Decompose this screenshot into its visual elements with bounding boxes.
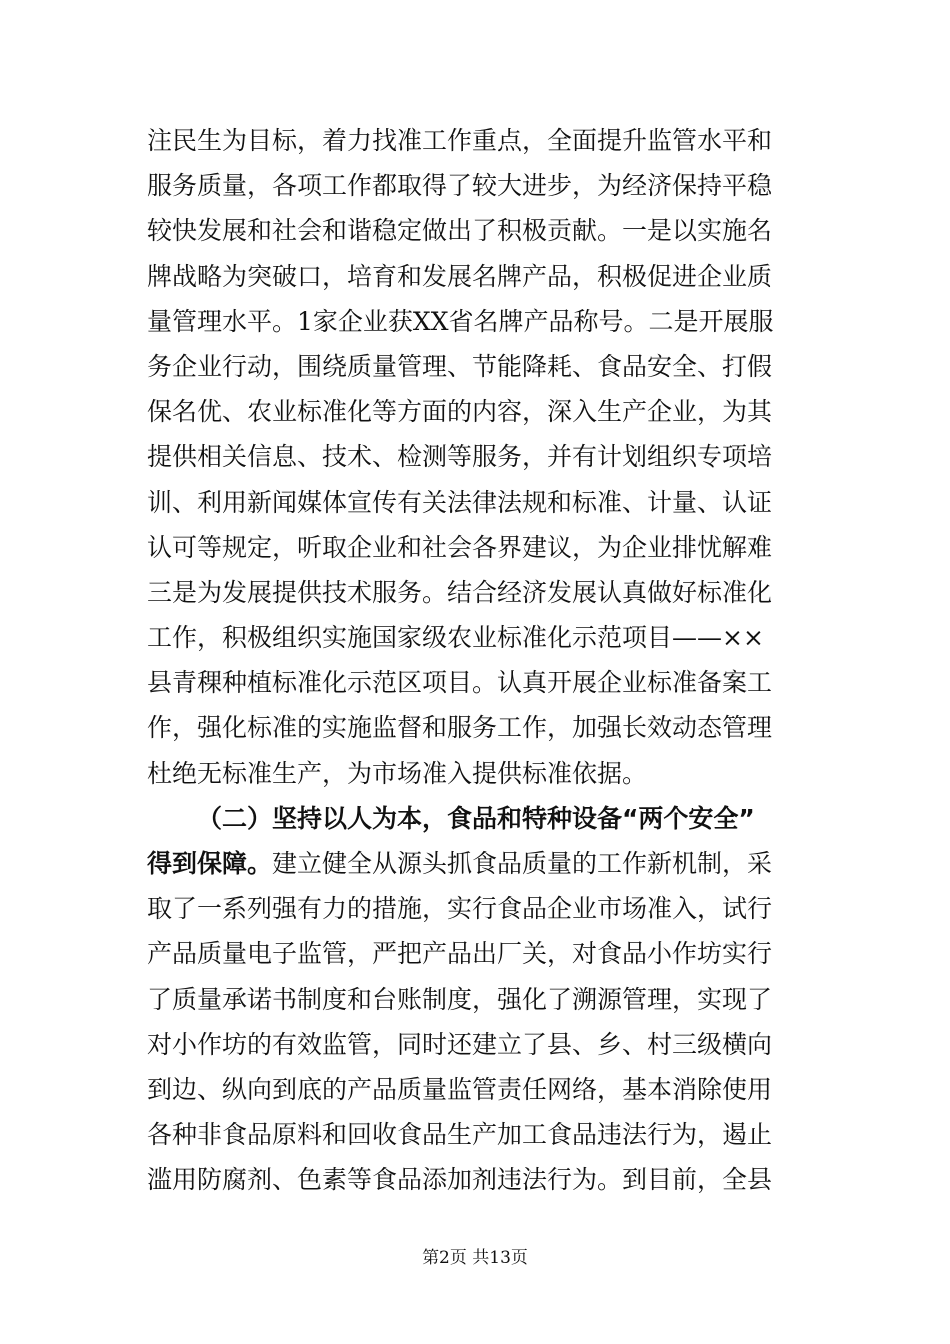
text-line: 对小作坊的有效监管，同时还建立了县、乡、村三级横向 (147, 1029, 773, 1059)
text-line: 取了一系列强有力的措施，实行食品企业市场准入，试行 (147, 894, 773, 924)
text-line: 作，强化标准的实施监督和服务工作，加强长效动态管理 (147, 713, 773, 743)
text-line: 滥用防腐剂、色素等食品添加剂违法行为。到目前，全县 (147, 1165, 773, 1195)
page-footer: 第2页 共13页 (422, 1248, 528, 1268)
text-line: 较快发展和社会和谐稳定做出了积极贡献。一是以实施名 (147, 216, 773, 246)
text-line: 杜绝无标准生产，为市场准入提供标准依据。 (147, 758, 648, 788)
text-line: 各种非食品原料和回收食品生产加工食品违法行为，遏止 (147, 1120, 773, 1150)
text-line: 量管理水平。1家企业获XX省名牌产品称号。二是开展服 (147, 306, 774, 336)
text-line: 注民生为目标，着力找准工作重点，全面提升监管水平和 (147, 126, 773, 155)
body-text (147, 118, 807, 1203)
text-line: 三是为发展提供技术服务。结合经济发展认真做好标准化 (147, 577, 773, 607)
text-line: 牌战略为突破口，培育和发展名牌产品，积极促进企业质 (147, 261, 773, 291)
section-heading-end: 得到保障。 (147, 849, 273, 878)
text-line: 训、利用新闻媒体宣传有关法律法规和标准、计量、认证 (147, 487, 773, 517)
text-line: 提供相关信息、技术、检测等服务，并有计划组织专项培 (147, 442, 773, 472)
text-line: 产品质量电子监管，严把产品出厂关，对食品小作坊实行 (147, 939, 773, 969)
text-line: 保名优、农业标准化等方面的内容，深入生产企业，为其 (147, 397, 773, 427)
text-line: 了质量承诺书制度和台账制度，强化了溯源管理，实现了 (147, 984, 773, 1014)
text-line: 到边、纵向到底的产品质量监管责任网络，基本消除使用 (147, 1074, 773, 1104)
text-line-rest: 建立健全从源头抓食品质量的工作新机制，采 (272, 849, 773, 878)
text-line: 服务质量，各项工作都取得了较大进步，为经济保持平稳 (147, 171, 773, 201)
text-line: 认可等规定，听取企业和社会各界建议，为企业排忧解难 (147, 532, 773, 562)
section-heading: （二）坚持以人为本，食品和特种设备“两个安全” (197, 803, 755, 833)
section-heading-continuation (147, 841, 807, 886)
text-line: 县青稞种植标准化示范区项目。认真开展企业标准备案工 (147, 668, 773, 698)
text-line: 工作，积极组织实施国家级农业标准化示范项目——×× (147, 623, 764, 653)
text-line: 务企业行动，围绕质量管理、节能降耗、食品安全、打假 (147, 351, 773, 381)
